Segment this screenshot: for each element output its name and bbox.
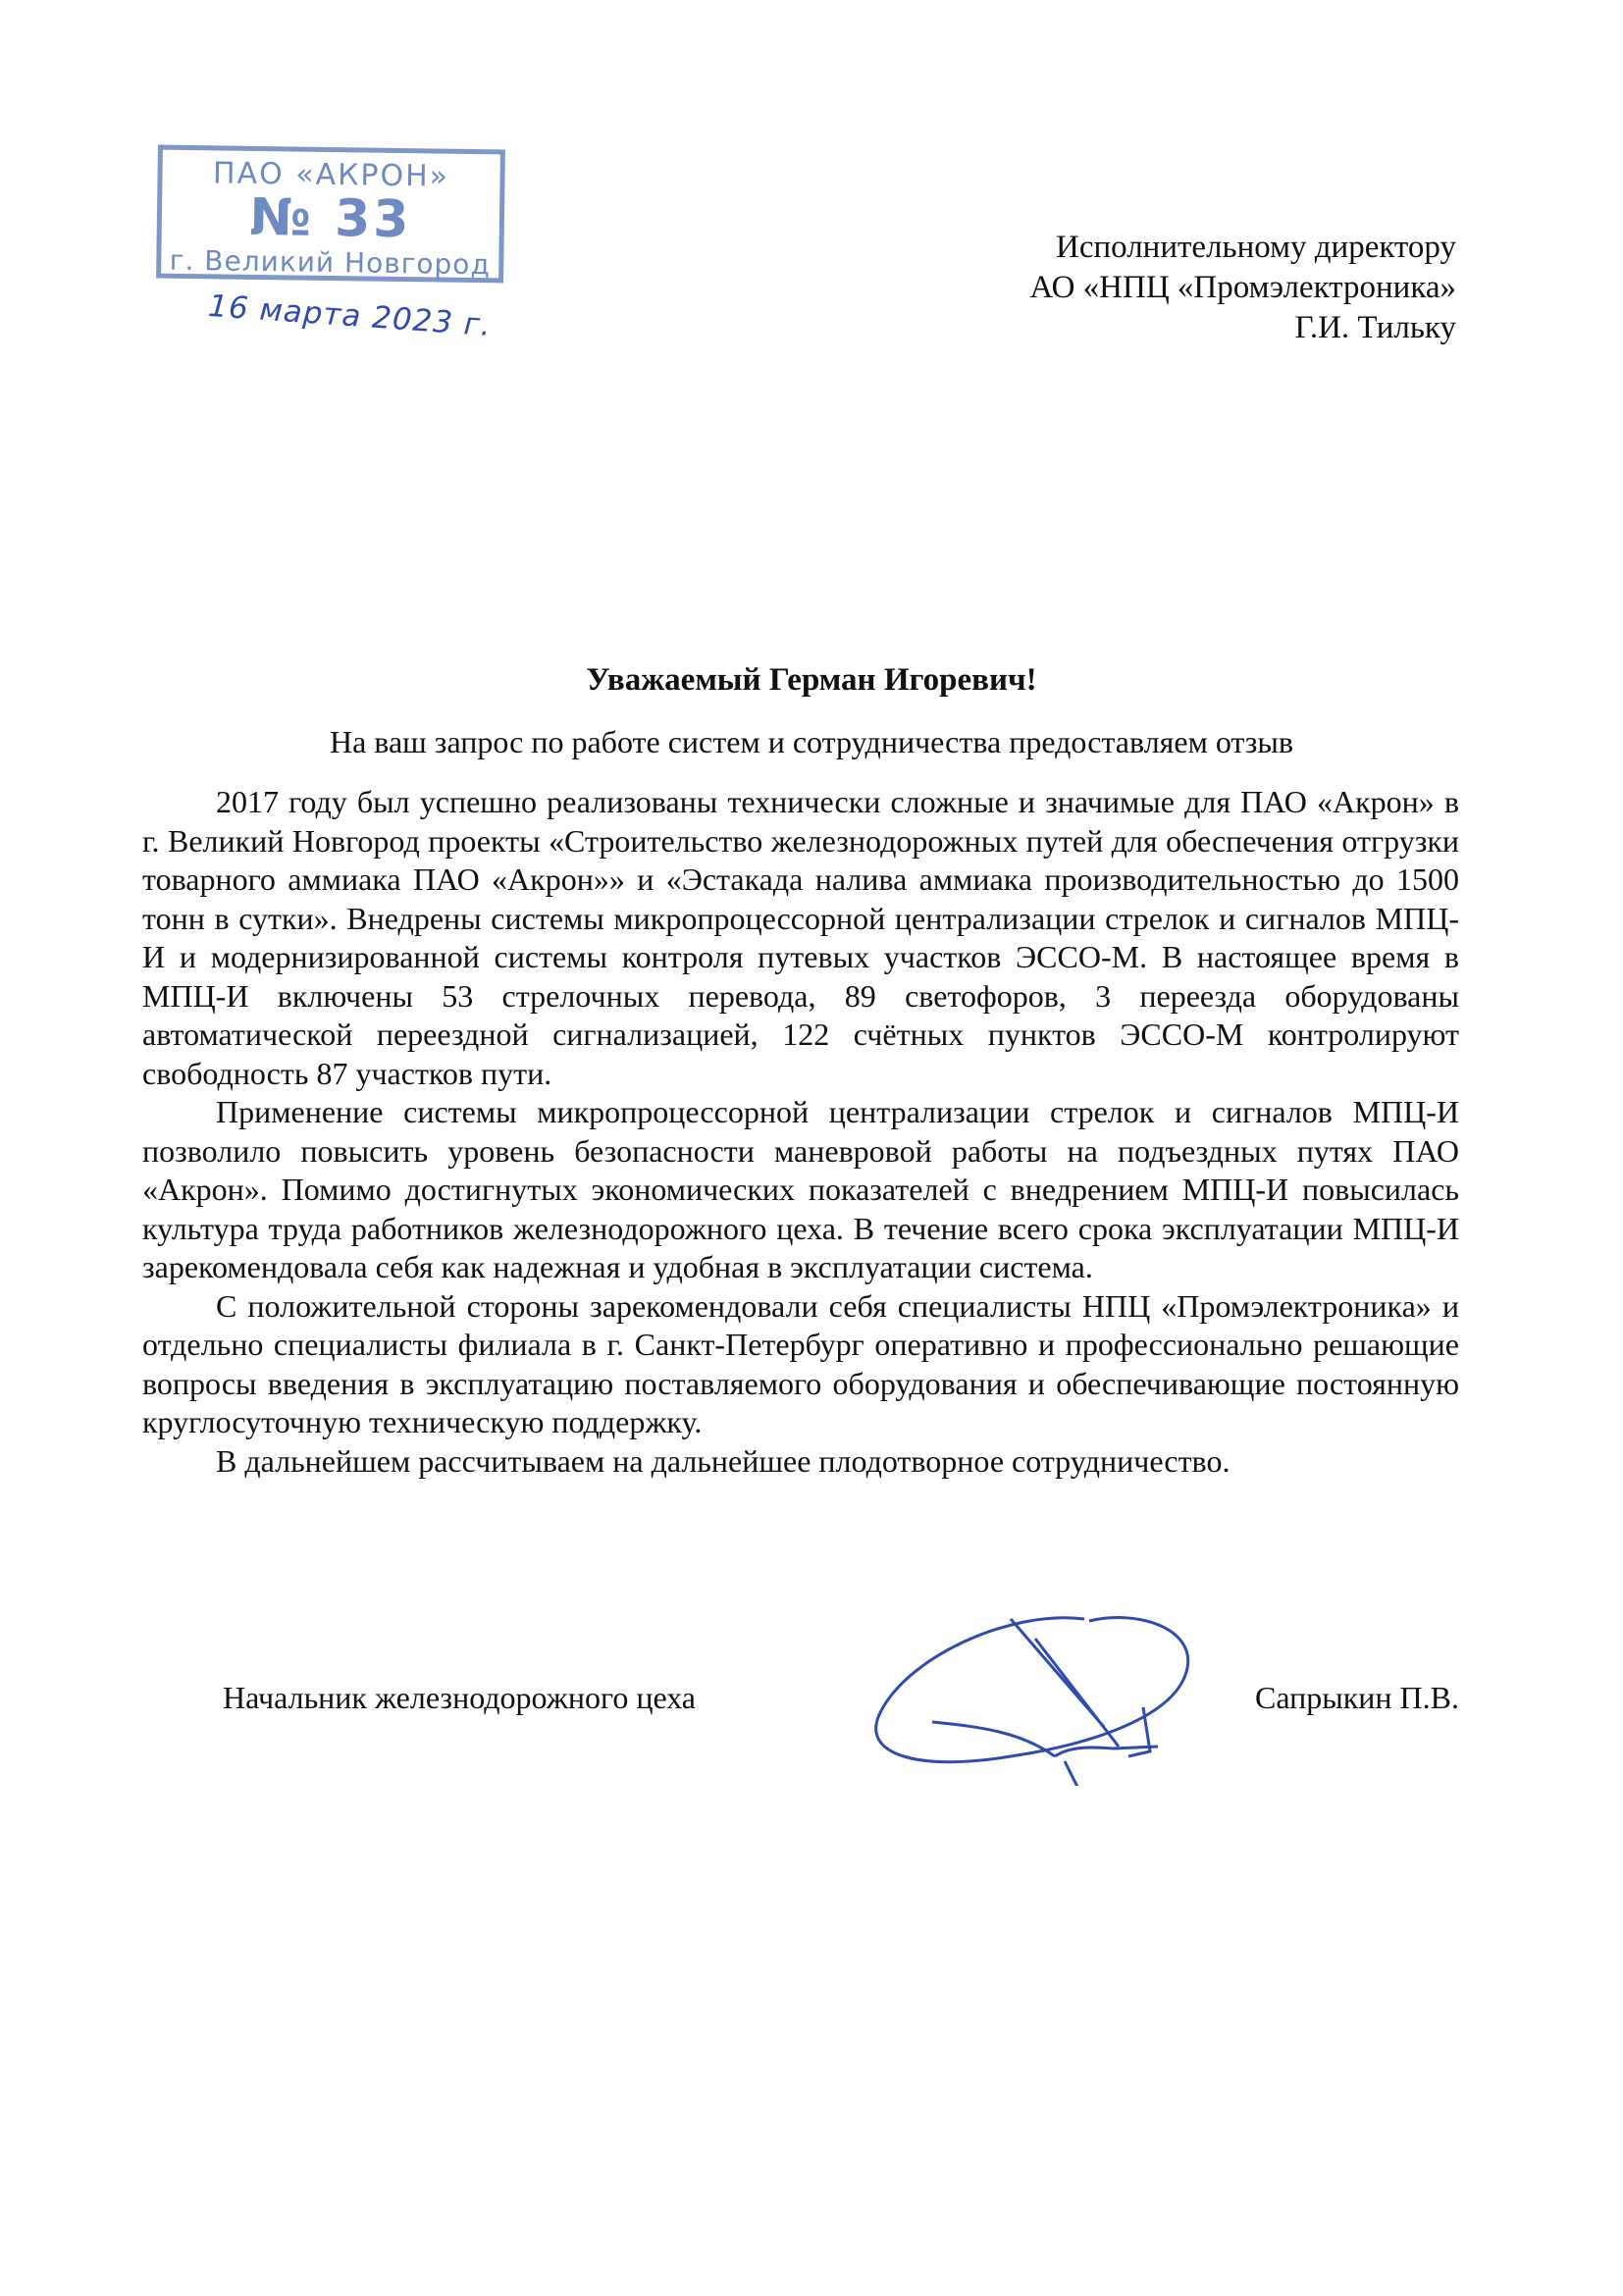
- signatory-role: Начальник железнодорожного цеха: [223, 1680, 696, 1715]
- handwritten-signature: [864, 1599, 1197, 1786]
- addressee-name: Г.И. Тильку: [1294, 310, 1456, 345]
- addressee-position: Исполнительному директору: [1056, 230, 1456, 265]
- letter-subject: На ваш запрос по работе систем и сотрудничества предоставляем отзыв: [329, 724, 1294, 759]
- signatory-name: Сапрыкин П.В.: [1255, 1680, 1459, 1715]
- registration-stamp: [156, 145, 505, 284]
- stamp-organization: ПАО «АКРОН»: [212, 156, 450, 194]
- letter-body: [142, 783, 1459, 1481]
- paragraph: 2017 году был успешно реализованы технически сложные и значимые для ПАО «Акрон» в г. Великий Новгород проекты «Строительство железнодорожных путей для обеспечения отгрузки товарного аммиака ПАО «Акрон»» и «Эстакада налива аммиака производительностью до 1500 тонн в сутки». Внедрены системы микропроцессорной централизации стрелок и сигналов МПЦ-И и модернизированной системы контроля путевых участков ЭССО-М. В настоящее время в МПЦ-И включены 53 стрелочных перевода, 89 светофоров, 3 переезда оборудованы автоматической переездной сигнализацией, 122 счётных пунктов ЭССО-М контролируют свободность 87 участков пути.: [142, 784, 1459, 1091]
- paragraph: Применение системы микропроцессорной централизации стрелок и сигналов МПЦ-И позволило повысить уровень безопасности маневровой работы на подъездных путях ПАО «Акрон». Помимо достигнутых экономических показателей с внедрением МПЦ-И повысилась культура труда работников железнодорожного цеха. В течение всего срока эксплуатации МПЦ-И зарекомендовала себя как надежная и удобная в эксплуатации система.: [142, 1094, 1459, 1284]
- addressee-organization: АО «НПЦ «Промэлектроника»: [1029, 270, 1456, 305]
- addressee-block: [769, 228, 1456, 348]
- stamp-city: г. Великий Новгород: [169, 243, 492, 282]
- paragraph: С положительной стороны зарекомендовали себя специалисты НПЦ «Промэлектроника» и отдельно специалисты филиала в г. Санкт-Петербург оперативно и профессионально решающие вопросы введения в эксплуатацию поставляемого оборудования и обеспечивающие постоянную круглосуточную техническую поддержку.: [142, 1287, 1459, 1439]
- paragraph: В дальнейшем рассчитываем на дальнейшее плодотворное сотрудничество.: [216, 1442, 1230, 1479]
- greeting: Уважаемый Герман Игоревич!: [586, 662, 1037, 698]
- stamp-number: № 33: [249, 187, 412, 250]
- handwritten-date: 16 марта 2023 г.: [207, 287, 494, 344]
